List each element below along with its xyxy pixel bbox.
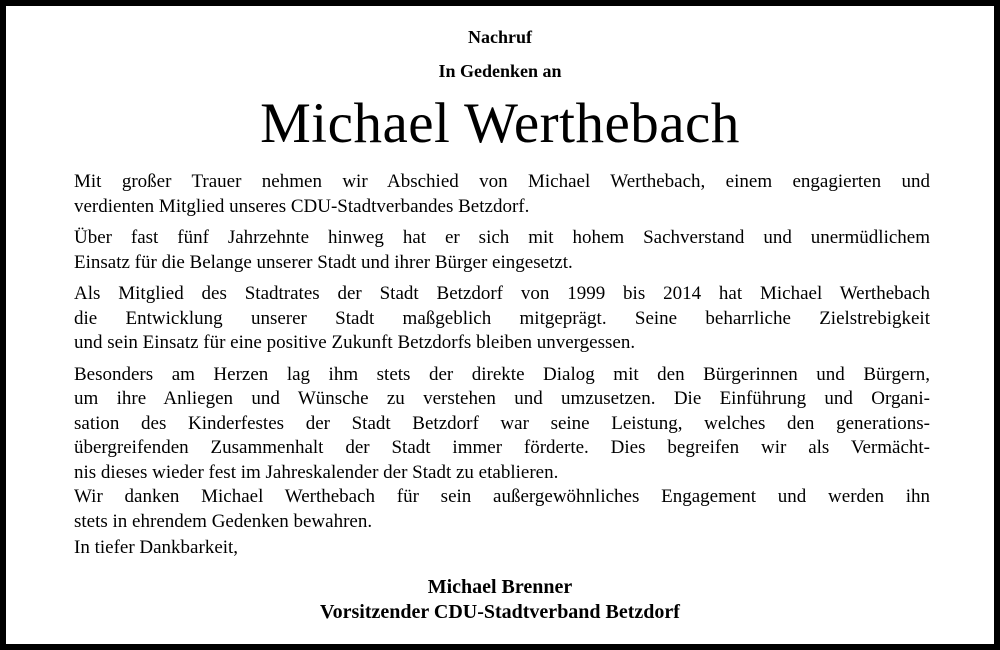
obituary-body xyxy=(74,170,930,561)
text-line: nis dieses wieder fest im Jahreskalender der Stadt zu etablieren. xyxy=(74,461,559,483)
text-line: übergreifenden Zusammenhalt der Stadt immer förderte. Dies begreifen wir als Vermächt- xyxy=(74,437,930,458)
text-line: Mit großer Trauer nehmen wir Abschied von Michael Werthebach, einem engagierten und xyxy=(74,171,930,192)
text-line: Einsatz für die Belange unserer Stadt und ihrer Bürger eingesetzt. xyxy=(74,251,573,273)
kicker-heading: Nachruf xyxy=(468,27,532,47)
paragraph xyxy=(74,363,930,486)
text-line: Über fast fünf Jahrzehnte hinweg hat er sich mit hohem Sachverstand und unermüdlichem xyxy=(74,227,930,248)
text-line: und sein Einsatz für eine positive Zukunft Betzdorfs bleiben unvergessen. xyxy=(74,332,636,353)
text-line: sation des Kinderfestes der Stadt Betzdorf war seine Leistung, welches den generations- xyxy=(74,412,930,434)
closing-line: In tiefer Dankbarkeit, xyxy=(74,537,239,558)
paragraph xyxy=(74,282,930,356)
intro-heading: In Gedenken an xyxy=(438,61,562,81)
text-line: verdienten Mitglied unseres CDU-Stadtverbandes Betzdorf. xyxy=(74,195,530,217)
paragraph xyxy=(74,226,930,275)
text-line: Besonders am Herzen lag ihm stets der direkte Dialog mit den Bürgerinnen und Bürgern, xyxy=(74,363,930,385)
deceased-name: Michael Werthebach xyxy=(260,92,740,155)
text-line: Wir danken Michael Werthebach für sein außergewöhnliches Engagement und werden ihn xyxy=(74,486,930,507)
paragraph xyxy=(74,170,930,219)
text-line: um ihre Anliegen und Wünsche zu verstehen und umzusetzen. Die Einführung und Organi- xyxy=(74,388,930,409)
text-line: Als Mitglied des Stadtrates der Stadt Betzdorf von 1999 bis 2014 hat Michael Werthebach xyxy=(74,283,930,304)
paragraph xyxy=(74,485,930,534)
signature-name: Michael Brenner xyxy=(427,576,573,598)
text-line: stets in ehrendem Gedenken bewahren. xyxy=(74,510,373,532)
signature-title: Vorsitzender CDU-Stadtverband Betzdorf xyxy=(320,601,680,623)
text-line: die Entwicklung unserer Stadt maßgeblich mitgeprägt. Seine beharrliche Zielstrebigkeit xyxy=(74,307,930,329)
